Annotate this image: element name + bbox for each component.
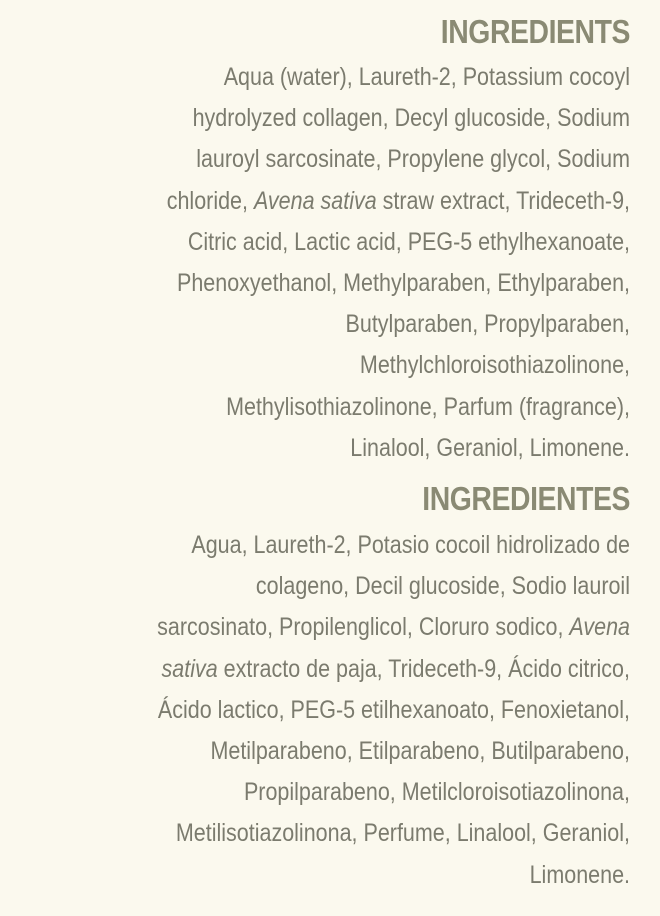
ingredient-line: Butylparaben, Propylparaben, xyxy=(345,310,630,339)
ingredient-line: Phenoxyethanol, Methylparaben, Ethylparaben, xyxy=(176,269,630,298)
ingredients-list-english xyxy=(20,57,630,469)
ingredient-line: Linalool, Geraniol, Limonene. xyxy=(350,433,630,462)
ingredient-line: Metilparabeno, Etilparabeno, Butilparabeno, xyxy=(210,737,630,766)
ingredient-line xyxy=(105,181,630,222)
botanical-name: Avena xyxy=(569,613,630,642)
ingredient-line: lauroyl sarcosinate, Propylene glycol, Sodium xyxy=(196,145,630,174)
ingredient-line: hydrolyzed collagen, Decyl glucoside, Sodium xyxy=(192,104,631,133)
ingredient-line: Citric acid, Lactic acid, PEG-5 ethylhexanoate, xyxy=(187,227,630,256)
ingredient-line xyxy=(105,607,630,648)
ingredients-heading-english: INGREDIENTS xyxy=(440,13,630,50)
ingredient-text: chloride, xyxy=(166,186,254,215)
ingredient-line: Metilisotiazolinona, Perfume, Linalool, Geraniol, xyxy=(175,819,630,848)
botanical-name: Avena sativa xyxy=(253,186,377,215)
ingredient-text: extracto de paja, Trideceth-9, Ácido citrico, xyxy=(217,654,631,683)
ingredient-line: Methylchloroisothiazolinone, xyxy=(359,351,630,380)
botanical-name: sativa xyxy=(161,654,218,683)
ingredient-line xyxy=(105,649,630,690)
ingredients-panel xyxy=(0,12,660,916)
ingredient-text: sarcosinato, Propilenglicol, Cloruro sodico, xyxy=(157,613,570,642)
ingredient-line: Limonene. xyxy=(529,860,630,889)
ingredients-heading-spanish: INGREDIENTES xyxy=(422,480,630,518)
ingredient-line: Aqua (water), Laureth-2, Potassium cocoyl xyxy=(223,63,630,91)
ingredient-line: Propilparabeno, Metilcloroisotiazolinona, xyxy=(243,778,630,807)
ingredient-line: Agua, Laureth-2, Potasio cocoil hidrolizado de xyxy=(191,531,630,560)
ingredient-line: Ácido lactico, PEG-5 etilhexanoato, Fenoxietanol, xyxy=(157,695,631,724)
ingredient-line: colageno, Decil glucoside, Sodio lauroil xyxy=(255,572,630,601)
ingredients-list-spanish xyxy=(20,525,630,896)
ingredient-text: straw extract, Trideceth-9, xyxy=(376,186,630,215)
ingredient-line: Methylisothiazolinone, Parfum (fragrance), xyxy=(226,392,630,421)
